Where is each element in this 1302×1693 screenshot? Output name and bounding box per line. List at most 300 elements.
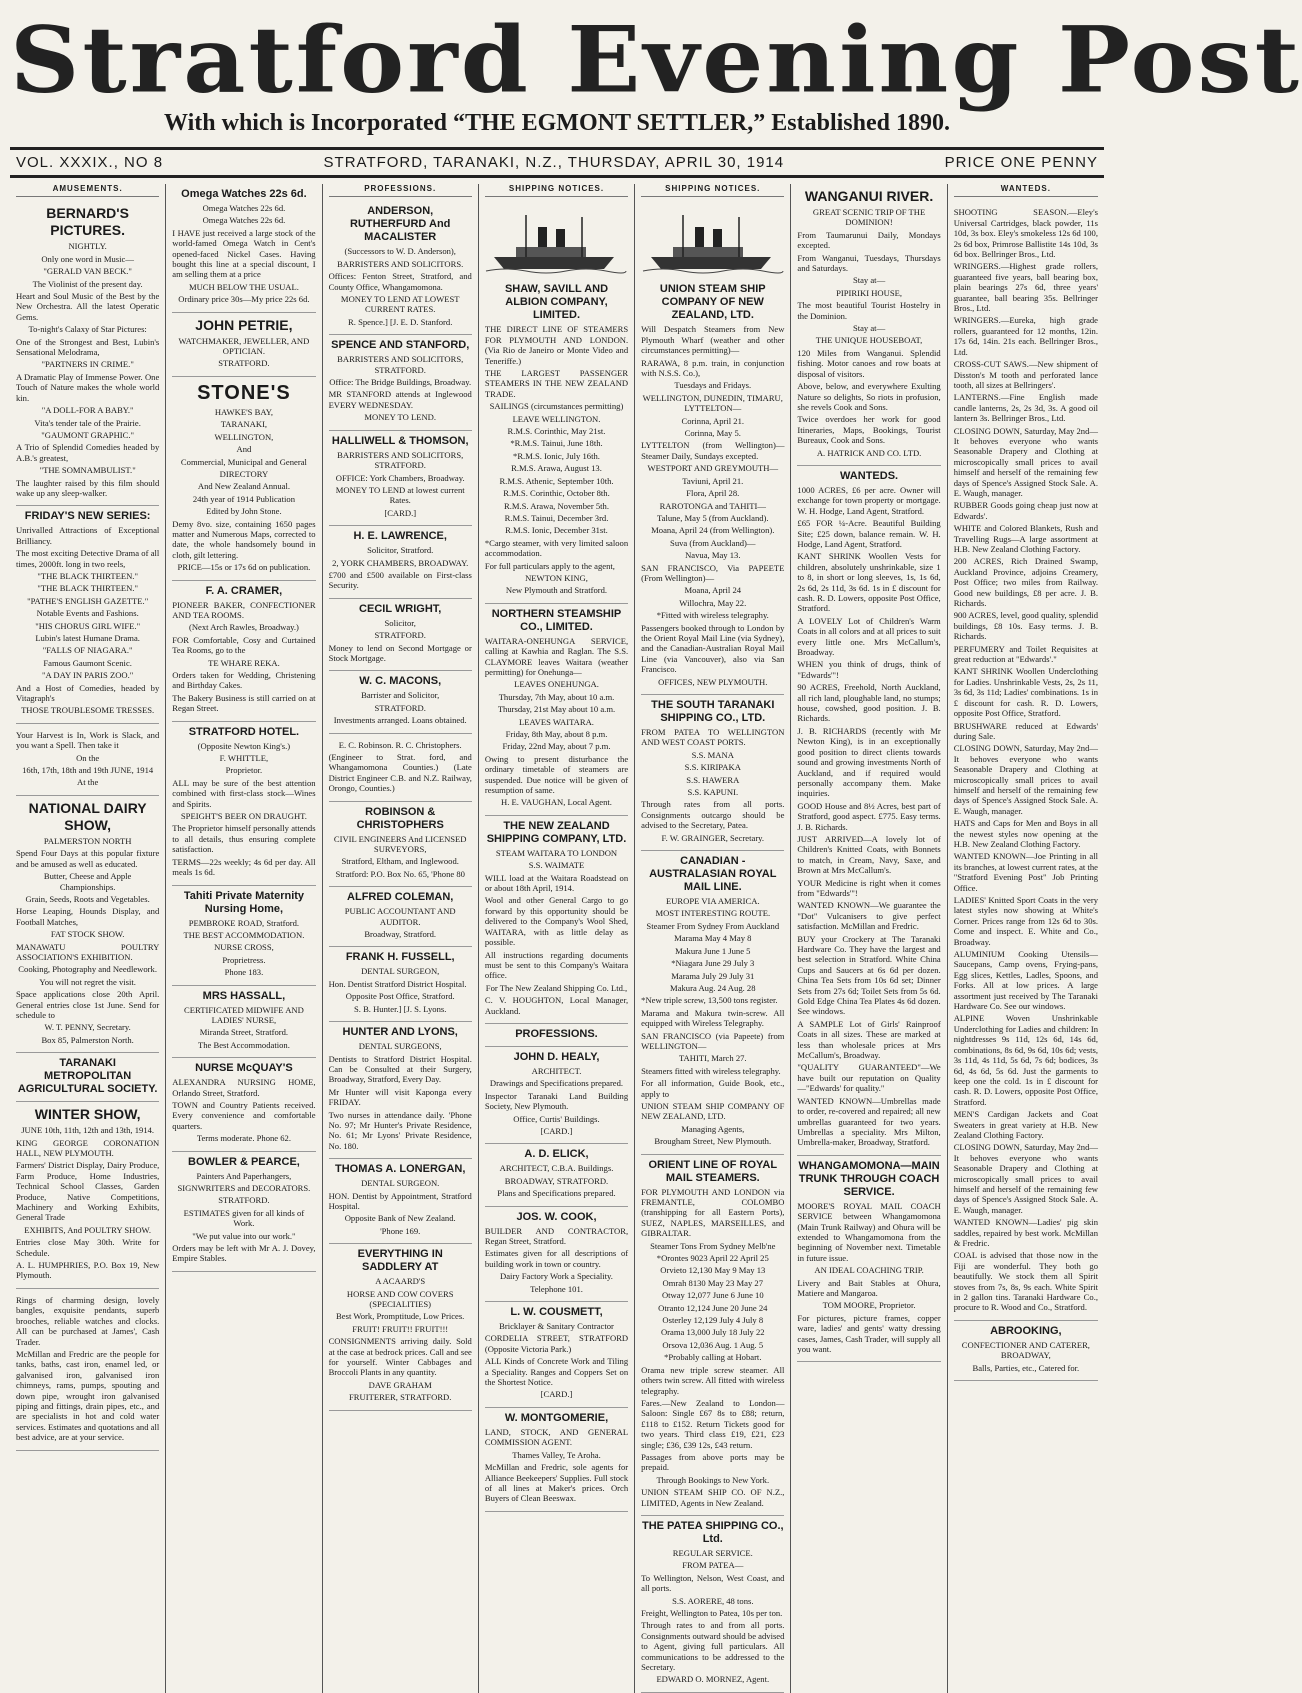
ad-text: HON. Dentist by Appointment, Stratford Hospital. (328, 1190, 472, 1211)
ad-text: Heart and Soul Music of the Best by the New Orchestra. All the latest Operatic Gems. (16, 291, 160, 322)
ad-text: *Niagara June 29 July 3 (671, 958, 755, 969)
ad-text: A SAMPLE Lot of Girls' Rainproof Coats in all sizes. These are marked at less than wholesale prices at Mrs McCallum's, Broadway. (797, 1018, 941, 1061)
ad-text: "A DOLL-FOR A BABY." (41, 405, 134, 416)
ad-text: Freight, Wellington to Patea, 10s per ton. (641, 1608, 783, 1618)
ad-text: WELLINGTON, DUNEDIN, TIMARU, LYTTELTON— (642, 392, 783, 414)
ad-text: Friday, 8th May, about 8 p.m. (505, 729, 608, 739)
advertisement (16, 796, 159, 1053)
ad-text: The Bakery Business is still carried on at Regan Street. (172, 692, 316, 714)
ad-text: FAT STOCK SHOW. (50, 929, 125, 940)
column-heading: PROFESSIONS. (329, 184, 472, 197)
ad-text: Box 85, Palmerston North. (41, 1034, 134, 1045)
ad-text: The most exciting Detective Drama of all times, 2000ft. long in two reels, (16, 548, 160, 569)
ad-text: Notable Events and Fashions. (36, 608, 139, 619)
ad-text: *Orontes 9023 April 22 April 25 (656, 1253, 769, 1264)
ad-text: WHEN you think of drugs, think of "Edwards'"! (797, 659, 941, 680)
ad-text: Unrivalled Attractions of Exceptional Brilliancy. (16, 525, 160, 546)
ad-title: ABROOKING, (990, 1324, 1062, 1337)
ad-title: JOHN D. HEALY, (513, 1050, 600, 1063)
ad-title: STRATFORD HOTEL. (188, 725, 300, 738)
ad-text: MONEY TO LEND AT LOWEST CURRENT RATES. (340, 294, 460, 315)
ad-text: Otway 12,077 June 6 June 10 (661, 1290, 764, 1301)
ad-text: Vita's tender tale of the Prairie. (34, 417, 141, 428)
ad-text: WANTED KNOWN—Ladies' pig skin saddles, repaired by best work. McMillan & Fredric. (953, 1217, 1098, 1248)
ad-title: FRIDAY'S NEW SERIES: (24, 510, 151, 523)
ad-text: NEWTON KING, (525, 572, 588, 583)
advertisement (485, 1408, 628, 1512)
ad-text: NURSE CROSS, (214, 942, 274, 953)
ad-text: FOR PLYMOUTH AND LONDON via FREMANTLE, COLOMBO (transhipping for all Eastern Ports), SUEZ, NAPLES, MARSEILLES, and GIBRALTAR. (641, 1186, 785, 1239)
ad-text: (Opposite Newton King's.) (197, 740, 291, 751)
ad-text: GREAT SCENIC TRIP OF THE DOMINION! (812, 207, 926, 228)
ad-text: R.M.S. Corinthic, October 8th. (503, 488, 610, 499)
ad-text: Marama and Makura twin-screw. All equipped with Wireless Telegraphy. (641, 1007, 785, 1029)
ad-text: (Next Arch Rawles, Broadway.) (188, 622, 299, 633)
ad-text: To-night's Calaxy of Star Pictures: (28, 324, 147, 335)
ad-text: 90 ACRES, Freehold, North Auckland, all rich land, ploughable land, no stumps; house, cowshed, good position. J. B. Richards. (797, 682, 941, 724)
column-7 (948, 184, 1104, 1693)
ad-text: Talune, May 5 (from Auckland). (656, 512, 769, 523)
ad-text: At the (77, 777, 99, 788)
advertisement (641, 695, 784, 851)
ad-text: CORDELIA STREET, STRATFORD (Opposite Victoria Park.) (484, 1333, 629, 1354)
ad-text: A ACAARD'S (375, 1276, 426, 1287)
ad-text: Stratford: P.O. Box No. 65, 'Phone 80 (335, 868, 465, 879)
advertisement (329, 947, 472, 1022)
ad-text: Makura June 1 June 5 (675, 945, 751, 956)
ad-text: Offices: Fenton Street, Stratford, and County Office, Whangamomona. (328, 271, 472, 292)
ad-text: Above, below, and everywhere Exulting Nature so delights, So riots in profusion, she revels Cook and Sons. (797, 381, 941, 412)
ad-text: The most beautiful Tourist Hostelry in the Dominion. (797, 300, 941, 321)
ad-text: LEAVES ONEHUNGA. (514, 679, 599, 690)
advertisement (329, 431, 472, 526)
ad-text: A. L. HUMPHRIES, P.O. Box 19, New Plymouth. (16, 1260, 160, 1281)
ad-text: S. B. Hunter.] [J. S. Lyons. (354, 1003, 447, 1014)
ad-text: 24th year of 1914 Publication (192, 493, 295, 504)
ad-text: To Wellington, Nelson, West Coast, and all ports. (641, 1572, 785, 1594)
ad-title: BERNARD'S PICTURES. (46, 205, 129, 239)
ad-title: ORIENT LINE OF ROYAL MAIL STEAMERS. (648, 1158, 778, 1184)
ad-title: WANTEDS. (840, 469, 899, 482)
ad-text: THE UNIQUE HOUSEBOAT, (815, 335, 923, 346)
ad-text: HORSE AND COW COVERS (SPECIALITIES) (346, 1288, 454, 1309)
ad-title: Tahiti Private Maternity Nursing Home, (183, 889, 305, 915)
ad-text: WRINGERS.—Highest grade rollers, guaranteed five years, ball bearing box, plain bearings 27s 6d, three years' guarantee, ball bearing 35s. Bellringer Bros., Ltd. (953, 261, 1098, 314)
ad-text: DENTAL SURGEON. (361, 1178, 440, 1189)
ad-text: "QUALITY GUARANTEED"—We have built our reputation on Quality—"Edwards' for quality." (797, 1062, 941, 1094)
column-heading: SHIPPING NOTICES. (485, 184, 628, 197)
ad-text: Moana, April 24 (from Wellington). (651, 525, 775, 536)
ad-title: WINTER SHOW, (34, 1106, 141, 1123)
ad-text: Estimates given for all descriptions of building work in town or country. (484, 1248, 629, 1269)
advertisement (16, 1289, 159, 1451)
ad-text: WANTED KNOWN—Joe Printing in all its branches, at lowest current rates, at the "Stratford Evening Post" Job Printing Office. (953, 851, 1098, 893)
ad-text: WANTED KNOWN—We guarantee the "Dot" Vulcanisers to give perfect satisfaction. McMillan and Fredric. (797, 900, 941, 932)
ad-title: MRS HASSALL, (202, 989, 286, 1002)
ad-text: Horse Leaping, Hounds Display, and Football Matches, (16, 906, 160, 927)
ad-text: R.M.S. Tainui, December 3rd. (504, 512, 609, 523)
ad-text: ALPINE Woven Unshrinkable Underclothing for Ladies and children: In nightdresses 9s 11d, 12s 6d, 14s 6d, combinations, 8s 6d, 9s 6d, 10s 6d; vests, 3s 11d, 4s 11d, 5s 6d, 7s 6d; bodices, 3s 6d, 4s 6d, 5s 6d. Just the garments to keep one the cold. 1s in £ discount for cash. R. D. Lowers, opposite Post Office, Stratford. (953, 1013, 1098, 1107)
ad-text: WRINGERS.—Eureka, high grade rollers, guaranteed for 12 months, 12in. 17s 6d, 14in. 21s each. Bellringer Bros., Ltd. (953, 315, 1098, 357)
ad-title: HALLIWELL & THOMSON, (331, 434, 469, 447)
ad-text: FRUIT! FRUIT!! FRUIT!!! (352, 1323, 449, 1334)
ad-text: KANT SHRINK Woollen Underclothing for Ladies. Unshrinkable Vests, 2s, 2s 11, 3s 6d, 3s 11d; Ladies' combinations. 1s in £ discount for cash. R. D. Lowers, opposite Post Office, Stratford. (953, 666, 1098, 719)
ad-text: Twice overdoes her work for good Itineraries, Maps, Bookings, Tourist Bureaux, Cook and Sons. (797, 414, 941, 446)
ad-title: STONE'S (197, 381, 291, 404)
ad-text: MUCH BELOW THE USUAL. (188, 281, 299, 292)
advertisement (329, 201, 472, 335)
price: PRICE ONE PENNY (944, 154, 1098, 171)
ad-text: Makura Aug. 24 Aug. 28 (670, 982, 756, 993)
ad-text: Stratford, Eltham, and Inglewood. (341, 856, 459, 867)
ad-text: SAN FRANCISCO (via Papeete) from WELLINGTON— (641, 1030, 785, 1051)
ad-text: STRATFORD. (218, 358, 270, 369)
ad-text: Solicitor, Stratford. (367, 545, 434, 556)
ad-text: SAN FRANCISCO, Via PAPEETE (From Wellington)— (641, 562, 785, 583)
ad-text: Through rates to and from all ports. Consignments outward should be advised to Agent, giving full particulars. All communications to be addressed to the Secretary. (641, 1620, 785, 1673)
ad-text: Plans and Specifications prepared. (497, 1188, 616, 1199)
ad-title: ROBINSON & CHRISTOPHERS (356, 805, 444, 831)
ad-text: PEMBROKE ROAD, Stratford. (188, 917, 300, 928)
ad-text: The Proprietor himself personally attends to all details, thus ensuring complete satisfaction. (172, 823, 316, 855)
ad-text: Marama May 4 May 8 (674, 933, 752, 944)
ad-text: "We put value into our work." (192, 1230, 296, 1241)
ad-text: Broadway, Stratford. (364, 929, 437, 940)
ad-text: [CARD.] (540, 1125, 573, 1136)
ad-text: Demy 8vo. size, containing 1650 pages matter and Numerous Maps, corrected to date, the whole handsomely bound in cloth, gilt lettering. (172, 518, 316, 560)
ad-text: Balls, Parties, etc., Catered for. (972, 1362, 1080, 1373)
ad-text: CONFECTIONER AND CATERER, BROADWAY, (961, 1339, 1090, 1361)
advertisement (954, 201, 1098, 1320)
ad-text: 16th, 17th, 18th and 19th JUNE, 1914 (22, 765, 154, 776)
column-5 (635, 184, 791, 1693)
ad-text: TOWN and Country Patients received. Every convenience and comfortable quarters. (172, 1099, 316, 1131)
ad-text: SIGNWRITERS and DECORATORS. (177, 1183, 311, 1193)
column-6 (791, 184, 947, 1693)
advertisement (329, 1022, 472, 1159)
advertisement (16, 506, 159, 724)
advertisement (329, 599, 472, 672)
ad-text: BUY your Crockery at The Taranaki Hardware Co. They have the largest and best selection in Stratford. White China Cups and Saucers at 6s 6d per dozen. China Tea Sets from 10s 6d set; Dinner Sets from 27s 6d; Toilet Sets from 5s 6d. Gold Edge China Tea Plates 4s 6d dozen. See windows. (797, 933, 941, 1017)
volume-number: VOL. XXXIX., NO 8 (16, 154, 164, 171)
ad-text: Wool and other General Cargo to go forward by this opportunity should be delivered to the Company's Wool Shed, WAITARA, with as little delay as possible. (484, 895, 629, 948)
ad-text: TARANAKI, (220, 419, 268, 430)
ad-title: THE NEW ZEALAND SHIPPING COMPANY, LTD. (486, 819, 627, 845)
ad-text: Drawings and Specifications prepared. (489, 1078, 624, 1089)
ad-text: Through rates from all ports. Consignments outcargo should be advised to the Secretary, Patea. (641, 799, 785, 831)
ad-text: WAITARA-ONEHUNGA SERVICE, calling at Kawhia and Raglan. The S.S. CLAYMORE leaves Waitara (weather permitting) for Onehunga— (484, 635, 629, 677)
ad-title: THE PATEA SHIPPING CO., Ltd. (641, 1519, 784, 1545)
ad-text: (Engineer to Strat. ford, and Whangamomona Counties.) (Late District Engineer C.B. and N.Z. Railway, Orongo, Counties.) (328, 752, 472, 794)
ad-text: YOUR Medicine is right when it comes from "Edwards'"! (797, 877, 941, 898)
ad-text: Owing to present disturbance the ordinary timetable of steamers are suspended. Due notice will be given of resumption of same. (484, 753, 629, 796)
ad-title: F. A. CRAMER, (205, 584, 283, 597)
ad-title: TARANAKI METROPOLITAN AGRICULTURAL SOCIETY. (17, 1057, 158, 1096)
ad-title: NORTHERN STEAMSHIP CO., LIMITED. (491, 607, 622, 633)
ad-text: One of the Strongest and Best, Lubin's Sensational Melodrama, (16, 336, 160, 358)
ad-text: FRUITERER, STRATFORD. (348, 1392, 452, 1403)
ad-text: WELLINGTON, (214, 431, 274, 442)
ad-text: Dairy Factory Work a Speciality. (500, 1271, 613, 1282)
ad-text: THE BEST ACCOMMODATION. (183, 929, 305, 940)
ad-title: JOHN PETRIE, (195, 316, 293, 333)
ad-text: A. HATRICK AND CO. LTD. (816, 447, 922, 458)
dateline (10, 147, 1104, 178)
ad-text: WHITE and Colored Blankets, Rush and Travelling Rugs—A large assortment at H.B. New Zealand Clothing Factory. (953, 523, 1098, 554)
ad-text: Mr Hunter will visit Kaponga every FRIDAY. (328, 1086, 472, 1108)
ad-text: Steamer Tons From Sydney Melb'ne (650, 1240, 776, 1251)
ad-text: Opposite Bank of New Zealand. (344, 1213, 456, 1224)
ad-text: TE WHARE REKA. (208, 657, 280, 668)
ad-text: 900 ACRES, level, good quality, splendid buildings, £8 10s. Easy terms. J. B. Richards. (953, 610, 1098, 642)
ad-text: STRATFORD. (374, 702, 426, 713)
ad-title: L. W. COUSMETT, (510, 1306, 603, 1319)
ad-title: PROFESSIONS. (515, 1027, 598, 1040)
ad-text: From Wanganui, Tuesdays, Thursdays and Saturdays. (797, 252, 941, 274)
ad-text: TOM MOORE, Proprietor. (822, 1300, 916, 1311)
column-1 (10, 184, 166, 1693)
advertisement (485, 201, 628, 603)
ad-text: LADIES' Knitted Sport Coats in the very latest styles now showing at White's Corner. Prices range from 12s 6d to 30s. Come and inspect. E. White and Co., Broadway. (953, 895, 1098, 947)
ad-text: OFFICES, NEW PLYMOUTH. (658, 676, 768, 687)
ad-text: HAWKE'S BAY, (214, 406, 273, 417)
ad-text: The laughter raised by this film should wake up any sleep-walker. (16, 477, 160, 498)
ad-text: Rings of charming design, lovely bangles, exquisite pendants, superb brooches, reliable watches and clocks. All can be purchased at James', Cash Trader. (16, 1294, 160, 1347)
advertisement (172, 581, 315, 722)
ad-text: Painters And Paperhangers, (196, 1170, 292, 1181)
column-4 (479, 184, 635, 1693)
ad-text: "A DAY IN PARIS ZOO." (41, 670, 134, 681)
ad-text: For The New Zealand Shipping Co. Ltd., (485, 982, 628, 993)
ad-text: Terms moderate. Phone 62. (196, 1133, 291, 1144)
ad-text: *R.M.S. Ionic, July 16th. (513, 450, 600, 461)
ad-text: LYTTELTON (from Wellington)— Steamer Daily, Sundays excepted. (641, 440, 785, 461)
ad-text: W. T. PENNY, Secretary. (44, 1022, 131, 1033)
ad-text: Orders taken for Wedding, Christening and Birthday Cakes. (172, 670, 316, 691)
ad-text: Orsova 12,036 Aug. 1 Aug. 5 (662, 1339, 764, 1350)
ad-text: Thursday, 7th May, about 10 a.m. (498, 691, 615, 702)
ad-text: S.S. HAWERA (686, 774, 740, 785)
ad-text: C. V. HOUGHTON, Local Manager, Auckland. (484, 995, 629, 1016)
ad-text: Two nurses in attendance daily. 'Phone No. 97; Mr Hunter's Private Residence, No. 61; Mr Lyons' Private Residence, No. 180. (328, 1109, 472, 1151)
ad-text: S.S. KAPUNI. (687, 787, 739, 798)
ad-text: Orama new triple screw steamer. All others twin screw. All fitted with wireless telegraphy. (641, 1364, 785, 1396)
ad-text: A LOVELY Lot of Children's Warm Coats in all colors and at all prices to suit every little one. Mrs McCallum's, Broadway. (797, 615, 941, 658)
ad-text: ALEXANDRA NURSING HOME, Orlando Street, Stratford. (172, 1077, 316, 1098)
ad-text: "THE BLACK THIRTEEN." (37, 583, 138, 594)
ad-text: Omega Watches 22s 6d. (202, 215, 286, 226)
ad-text: DAVE GRAHAM (368, 1379, 432, 1390)
ad-text: 200 ACRES, Rich Drained Swamp, Auckland Province, adjoins Creamery, Post Office; two miles from Railway. Good new buildings, £8 per acre. J. B. Richards. (953, 556, 1098, 609)
ad-text: Your Harvest is In, Work is Slack, and you want a Spell. Then take it (16, 729, 160, 751)
ad-text: Navua, May 13. (685, 550, 741, 561)
advertisement (172, 184, 315, 313)
advertisement (172, 722, 315, 886)
ad-text: 2, YORK CHAMBERS, BROADWAY. (332, 557, 469, 568)
ad-text: ARCHITECT. (531, 1065, 582, 1076)
ad-text: Inspector Taranaki Land Building Society, New Plymouth. (484, 1090, 629, 1112)
column-heading: WANTEDS. (954, 184, 1098, 197)
ad-text: BARRISTERS AND SOLICITORS. (337, 258, 464, 269)
ad-text: Marama July 29 July 31 (671, 970, 755, 981)
ad-title: EVERYTHING IN SADDLERY AT (357, 1248, 443, 1274)
ad-text: Thames Valley, Te Aroha. (512, 1449, 601, 1460)
ad-text: Orama 13,000 July 18 July 22 (660, 1327, 765, 1338)
ad-text: Opposite Post Office, Stratford. (345, 991, 455, 1002)
ad-text: STRATFORD. (218, 1195, 270, 1206)
ad-text: Omrah 8130 May 23 May 27 (662, 1277, 764, 1288)
ad-text: FOR Comfortable, Cosy and Curtained Tea Rooms, go to the (172, 634, 316, 656)
ad-text: Proprietress. (222, 954, 266, 965)
ad-text: TAHITI, March 27. (679, 1053, 747, 1064)
ad-text: R.M.S. Ionic, December 31st. (505, 525, 608, 536)
ad-text: EDWARD O. MORNEZ, Agent. (656, 1674, 770, 1685)
ad-text: Will Despatch Steamers from New Plymouth Wharf (weather and other circumstances permitting)— (641, 324, 785, 356)
ad-text: LANTERNS.—Fine English made candle lanterns, 2s, 2s 3d, 3s. A good oil lantern 3s. Bellringer Bros., Ltd. (953, 392, 1098, 424)
ad-text: OFFICE: York Chambers, Broadway. (335, 472, 465, 483)
ad-text: ALL may be sure of the best attention combined with first-class stock—Wines and Spirits. (172, 777, 316, 809)
ad-text: LEAVES WAITARA. (519, 716, 594, 727)
ad-text: CLOSING DOWN, Saturday, May 2nd—It behoves everyone who wants Seasonable Drapery and Clothing at microscopically small prices to avail himself and herself of the remaining few days of Spence's Assigned Stock Sale. A. E. Waugh, manager. (953, 1142, 1098, 1215)
advertisement (485, 816, 628, 1024)
advertisement (641, 851, 784, 1155)
ad-title: CANADIAN - AUSTRALASIAN ROYAL MAIL LINE. (649, 855, 777, 894)
advertisement (641, 1516, 784, 1693)
ad-text: JUNE 10th, 11th, 12th and 13th, 1914. (21, 1125, 155, 1136)
ad-text: Through Bookings to New York. (656, 1474, 770, 1485)
advertisement (797, 466, 940, 1156)
ad-title: HUNTER AND LYONS, (342, 1026, 458, 1039)
advertisement (485, 1047, 628, 1144)
ad-text: MOORE'S ROYAL MAIL COACH SERVICE between Whangamomona (Main Trunk Railway) and Ohura will be extended to Whangamomona from the beginning of November next. Timetable in future issue. (797, 1200, 941, 1263)
ad-text: Cooking, Photography and Needlework. (18, 964, 157, 975)
ad-text: KANT SHRINK Woollen Vests for children, absolutely unshrinkable, size 1 to 8, in short or long sleeves, 1s, 1s 6d, 2s 6d, 2s 11d, 3s 6d. 1s in £ discount for cash. R. D. Lowers, opposite Post Office, Stratford. (797, 551, 941, 614)
advertisement (172, 1152, 315, 1272)
ad-text: *Probably calling at Hobart. (664, 1352, 762, 1363)
ad-title: BOWLER & PEARCE, (188, 1155, 300, 1168)
ad-title: W. C. MACONS, (359, 675, 442, 688)
ad-text: Willochra, May 22. (679, 597, 747, 608)
ad-text: Entries close May 30th. Write for Schedule. (16, 1237, 160, 1258)
ad-text: JUST ARRIVED—A lovely lot of Children's Knitted Coats, with Bonnets to match, in Cream, Navy, Saxe, and Brown at Mrs McCallum's. (797, 833, 941, 876)
ad-text: S.S. WAIMATE (528, 860, 585, 871)
ad-text: PRICE—15s or 17s 6d on publication. (177, 562, 311, 573)
ad-title: SHAW, SAVILL AND ALBION COMPANY, LIMITED. (504, 283, 609, 322)
ad-text: NIGHTLY. (68, 241, 107, 252)
ad-text: RUBBER Goods going cheap just now at Edwards'. (953, 500, 1098, 521)
ad-text: Only one word in Music— (41, 253, 134, 264)
ad-text: Otranto 12,124 June 20 June 24 (658, 1302, 768, 1313)
ad-text: Thursday, 21st May about 10 a.m. (497, 704, 616, 715)
ad-text: Edited by John Stone. (206, 506, 282, 517)
ad-text: R.M.S. Arawa, November 5th. (503, 500, 609, 511)
ad-text: Spend Four Days at this popular fixture and be amused as well as educated. (16, 848, 160, 869)
column-2 (166, 184, 322, 1693)
ad-text: I HAVE just received a large stock of the world-famed Omega Watch in Cent's opened-faced Nickel Cases. Having bought this line at a special discount, I am selling them at a price (172, 227, 316, 280)
ad-text: "PARTNERS IN CRIME." (41, 359, 134, 370)
advertisement (641, 201, 784, 695)
ad-text: Dentists to Stratford District Hospital. Can be Consulted at their Surgery, Broadway, Stratford, Every Day. (328, 1053, 472, 1085)
ad-text: The Best Accommodation. (197, 1039, 290, 1050)
ad-text: *Fitted with wireless telegraphy. (656, 610, 769, 621)
ad-text: LEAVE WELLINGTON. (512, 413, 601, 424)
ad-text: Telephone 101. (530, 1283, 583, 1294)
ad-text: EXHIBITS, And POULTRY SHOW. (24, 1224, 152, 1235)
ad-text: For all information, Guide Book, etc., apply to (641, 1078, 785, 1099)
ad-text: Friday, 22nd May, about 7 p.m. (502, 741, 611, 752)
advertisement (172, 313, 315, 377)
ad-title: ANDERSON, RUTHERFURD And MACALISTER (349, 205, 451, 244)
ad-text: MOST INTERESTING ROUTE. (655, 908, 771, 919)
ad-title: ALFRED COLEMAN, (347, 891, 454, 904)
advertisement (329, 887, 472, 947)
ad-text: DIRECTORY (219, 468, 269, 479)
ad-text: Phone 183. (224, 967, 264, 978)
place-date: STRATFORD, TARANAKI, N.Z., THURSDAY, APRIL 30, 1914 (323, 154, 785, 171)
advertisement (485, 1144, 628, 1206)
ad-text: F. W. GRAINGER, Secretary. (661, 832, 765, 843)
ad-text: Famous Gaumont Scenic. (43, 657, 132, 668)
advertisement (485, 1024, 628, 1047)
ad-title: Omega Watches 22s 6d. (181, 188, 307, 200)
advertisement (16, 201, 159, 506)
masthead-title: Stratford Evening Post (10, 5, 1302, 114)
ad-text: [CARD.] (540, 1389, 573, 1400)
ad-text: Moana, April 24 (684, 585, 742, 596)
advertisement (485, 1207, 628, 1302)
ad-text: BRUSHWARE reduced at Edwards' during Sale. (953, 720, 1098, 741)
ad-text: The Violinist of the present day. (32, 278, 143, 289)
ad-title: CECIL WRIGHT, (359, 602, 442, 615)
ad-text: R.M.S. Athenic, September 10th. (499, 475, 614, 486)
advertisement (329, 1244, 472, 1410)
ad-title: THOMAS A. LONERGAN, (335, 1163, 466, 1176)
ad-text: BARRISTERS AND SOLICITORS, STRATFORD. (337, 354, 464, 375)
ad-text: RARAWA, 8 p.m. train, in conjunction with N.S.S. Co.), (641, 357, 785, 379)
ad-text: Steamer From Sydney From Auckland (646, 920, 780, 931)
ad-text: All instructions regarding documents must be sent to this Company's Waitara office. (484, 949, 629, 981)
ad-title: NURSE McQUAY'S (195, 1062, 293, 1075)
ad-text: Orders may be left with Mr A. J. Dovey, Empire Stables. (172, 1243, 316, 1264)
ad-text: THE LARGEST PASSENGER STEAMERS IN THE NEW ZEALAND TRADE. (484, 368, 629, 399)
ad-text: "THE BLACK THIRTEEN." (37, 570, 138, 581)
ad-text: 120 Miles from Wanganui. Splendid fishing. Motor canoes and row boats at disposal of visitors. (797, 347, 941, 379)
ad-text: PIPIRIKI HOUSE, (836, 287, 902, 298)
advertisement (329, 802, 472, 888)
ad-text: PUBLIC ACCOUNTANT AND AUDITOR. (344, 906, 456, 927)
ad-title: WHANGAMOMONA—MAIN TRUNK THROUGH COACH SERVICE. (798, 1159, 940, 1198)
advertisement (797, 1156, 940, 1363)
ad-text: H. E. VAUGHAN, Local Agent. (501, 797, 612, 808)
ad-text: Flora, April 28. (686, 488, 740, 499)
ad-text: LAND, STOCK, AND GENERAL COMMISSION AGENT. (484, 1426, 629, 1448)
ad-text: Passengers booked through to London by the Orient Royal Mail Line (via Sydney), and the Canadian-Australian Royal Mail Line (via Vancouver), also via San Francisco. (641, 622, 785, 675)
ad-text: BARRISTERS AND SOLICITORS, STRATFORD. (337, 449, 464, 471)
column-heading: AMUSEMENTS. (16, 184, 159, 197)
ad-text: Money to lend on Second Mortgage or Stock Mortgage. (328, 642, 472, 663)
advertisement (485, 604, 628, 816)
ad-text: Commercial, Municipal and General (180, 456, 307, 467)
columns (10, 184, 1104, 1685)
advertisement (954, 1321, 1098, 1381)
ad-text: Barrister and Solicitor, (361, 690, 440, 701)
ad-text: J. B. RICHARDS (recently with Mr Newton King), is in an exceptionally good position to direct clients towards sound and growing investments North of Auckland, and if required would personally accompany them. Make inquiries. (797, 725, 941, 799)
advertisement (329, 671, 472, 733)
advertisement (172, 377, 315, 581)
ad-text: Lubin's latest Humane Drama. (35, 633, 140, 643)
ad-text: Stay at— (852, 275, 886, 286)
ad-text: "FALLS OF NIAGARA." (42, 645, 133, 656)
